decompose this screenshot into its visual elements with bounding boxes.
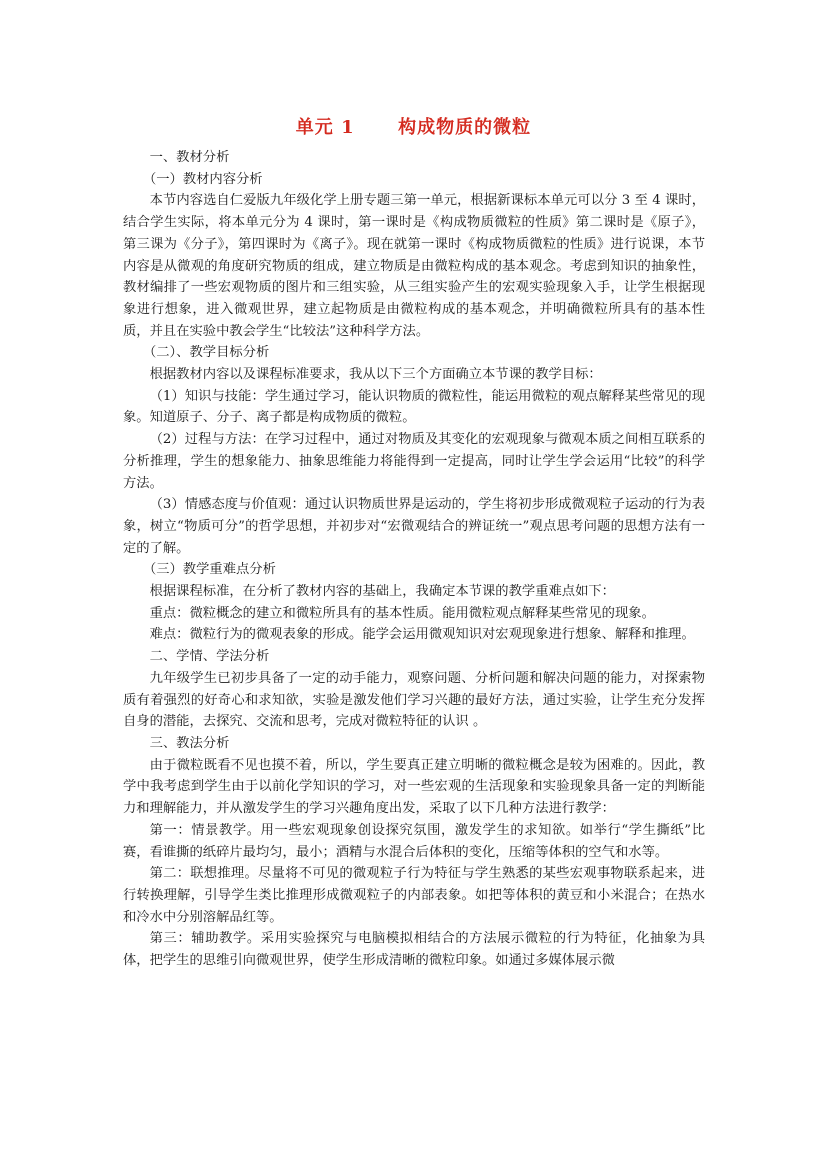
section-heading: 三、教法分析 — [149, 735, 230, 751]
body-paragraph: 重点：微粒概念的建立和微粒所具有的基本性质。能用微粒观点解释某些常见的现象。 — [149, 605, 655, 621]
body-paragraph: 第二：联想推理。尽量将不可见的微观粒子行为特征与学生熟悉的某些宏观事物联系起来，进行转换理解，引导学生类比推理形成微观粒子的内部表象。如把等体积的黄豆和小米混合；在热水和冷水中分别溶解品红等。 — [123, 866, 705, 925]
body-paragraph: 根据课程标准，在分析了教材内容的基础上，我确定本节课的教学重难点如下： — [149, 584, 615, 600]
section-heading: （二）、教学目标分析 — [142, 345, 270, 361]
section-heading: （一）教材内容分析 — [142, 171, 263, 187]
body-paragraph: （3）情感态度与价值观：通过认识物质世界是运动的，学生将初步形成微观粒子运动的行为表象，树立“物质可分”的哲学思想，并初步对“宏微观结合的辨证统一”观点思考问题的思想方法有一定的了解。 — [123, 497, 705, 556]
document-body — [123, 147, 705, 972]
body-paragraph: 第三：辅助教学。采用实验探究与电脑模拟相结合的方法展示微粒的行为特征，化抽象为具体，把学生的思维引向微观世界，使学生形成清晰的微粒印象。如通过多媒体展示微 — [123, 931, 705, 969]
page-title: 单元 1 构成物质的微粒 — [295, 117, 532, 138]
section-heading: 二、学情、学法分析 — [149, 649, 270, 665]
body-paragraph: 难点：微粒行为的微观表象的形成。能学会运用微观知识对宏观现象进行想象、解释和推理。 — [149, 627, 695, 643]
section-heading: （三）教学重难点分析 — [142, 562, 276, 578]
section-heading: 一、教材分析 — [149, 150, 230, 165]
body-paragraph: （1）知识与技能：学生通过学习，能认识物质的微粒性，能运用微粒的观点解释某些常见的现象。知道原子、分子、离子都是构成物质的微粒。 — [123, 388, 705, 426]
body-paragraph: 根据教材内容以及课程标准要求，我从以下三个方面确立本节课的教学目标： — [149, 367, 602, 383]
body-paragraph: （2）过程与方法：在学习过程中，通过对物质及其变化的宏观现象与微观本质之间相互联系的分析推理，学生的想象能力、抽象思维能力将能得到一定提高，同时让学生学会运用“比较”的科学方法。 — [123, 432, 705, 491]
body-paragraph: 第一：情景教学。用一些宏观现象创设探究氛围，激发学生的求知欲。如举行“学生撕纸”比赛，看谁撕的纸碎片最均匀，最小；酒精与水混合后体积的变化，压缩等体积的空气和水等。 — [123, 822, 705, 860]
body-paragraph: 由于微粒既看不见也摸不着，所以，学生要真正建立明晰的微粒概念是较为困难的。因此，教学中我考虑到学生由于以前化学知识的学习，对一些宏观的生活现象和实验现象具备一定的判断能力和理解能力，并从激发学生的学习兴趣角度出发，采取了以下几种方法进行教学： — [123, 757, 705, 817]
body-paragraph: 九年级学生已初步具备了一定的动手能力，观察问题、分析问题和解决问题的能力，对探索物质有着强烈的好奇心和求知欲，实验是激发他们学习兴趣的最好方法，通过实验，让学生充分发挥自身的潜能，去探究、交流和思考，完成对微粒特征的认识 。 — [123, 670, 705, 730]
body-paragraph: 本节内容选自仁爱版九年级化学上册专题三第一单元，根据新课标本单元可以分 3 至 4 课时，结合学生实际，将本单元分为 4 课时，第一课时是《构成物质微粒的性质》第二课时是《原子》，第三课为《分子》，第四课时为《离子》。现在就第一课时《构成物质微粒的性质》进行说课，本节内容是从微观的角度研究物质的组成，建立物质是由微粒构成的基本观念。考虑到知识的抽象性，教材编排了一些宏观物质的图片和三组实验，从三组实验产生的宏观实验现象入手，让学生根据现象进行想象，进入微观世界，建立起物质是由微粒构成的基本观念，并明确微粒所具有的基本性质，并且在实验中教会学生“比较法”这种科学方法。 — [123, 193, 705, 339]
